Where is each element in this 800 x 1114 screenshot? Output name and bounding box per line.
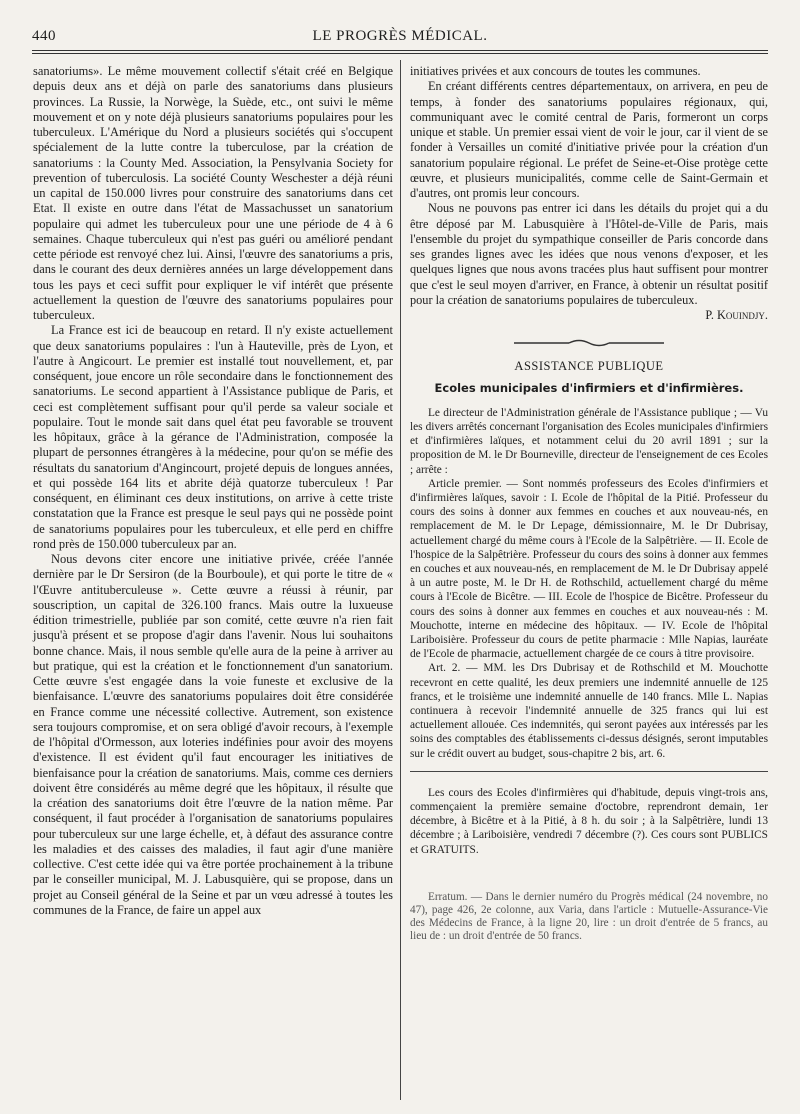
left-paragraph-1: sanatoriums». Le même mouvement collectif s'était créé en Belgique depuis deux ans et déjà on parle des sanatoriums dans plusieurs provinces. La Russie, la Norwège, la Suède, etc., ont suivi le même mouvement et on y note déjà plusieurs sanatoriums populaires pour les tuberculeux. L'Amérique du Nord a plusieurs sociétés qui s'occupent spécialement de la lutte contre la tuberculose, par la création de sanatoriums : la County Med. Association, la Pensylvania Society for prevention of tuberculosis. La société County Weschester a déjà réuni un capital de 150.000 livres pour construire des sanatoriums dans cet Etat. Il existe en outre dans l'état de Massachusset un sanatorium populaire qui admet les tuberculeux pour une une période de 4 à 6 semaines. Chaque tuberculeux qui n'est pas guéri ou amélioré pendant cette période est renvoyé chez lui. Ainsi, l'œuvre des sanatoriums a pris, dans le courant des deux dernières années un large développement dans tous les pays et ceci suffit pour expliquer le vif intérêt que présente actuellement la question de l'œuvre des sanatoriums populaires pour tuberculeux. [33,64,393,322]
erratum-text: Erratum. — Dans le dernier numéro du Progrès médical (24 novembre, no 47), page 426, 2e colonne, aux Varia, dans l'article : Mutuelle-Assurance-Vie des Médecins de France, à la ligne 20, lire : un droit d'entrée de 5 francs, au lieu de : un droit d'entrée de 50 francs. [410,890,768,943]
erratum [410,891,768,944]
page-header [32,28,768,46]
section-title: ASSISTANCE PUBLIQUE [514,359,664,374]
left-column [33,64,393,918]
notice-separator [410,771,768,772]
header-rule-bottom [32,53,768,54]
header-rule-top [32,50,768,51]
ornament-divider [410,337,768,349]
right-column [410,64,768,944]
right-paragraph-3: Nous ne pouvons pas entrer ici dans les détails du projet qui a du être déposé par M. Labusquière à l'Hôtel-de-Ville de Paris, mais l'ensemble du projet du sympathique conseiller de Paris concorde dans ses grandes lignes avec les idées que nous venons d'exposer, et les quelques lignes que nous avons tracées plus haut suffisent pour montrer que c'est le seul moyen d'arriver, en France, à obtenir un résultat positif pour la création de sanatoriums populaires de tuberculeux. [410,201,768,307]
article-premier: Article premier. — Sont nommés professeurs des Ecoles d'infirmiers et d'infirmières laïques, savoir : I. Ecole de l'hôpital de la Pitié. Professeur du cours des soins à donner aux femmes en couches et aux nouveau-nés, en remplacement de M. le Dr Lepage, démissionnaire, M. le Dr Dubrisay, actuellement chargé du même cours à l'Ecole de la Salpêtrière. — II. Ecole de l'hospice de la Salpêtrière. Professeur du cours des soins à donner aux femmes en couches et aux nouveau-nés, en remplacement de M. le Dr Dubrisay appelé à un autre poste, M. le Dr H. de Rothschild, actuellement chargé du même cours à l'Ecole de Bicêtre. — III. Ecole de l'hospice de Bicêtre. Professeur du cours des soins à donner aux femmes en couches et aux nouveau-nés : M. Mouchotte, interne en médecine des hôpitaux. — IV. Ecole de l'hôpital Lariboisière. Professeur du cours de petite pharmacie : Mlle Napias, lauréate de l'Ecole de pharmacie, actuellement chargée de ce cours à titre provisoire. [410,477,768,661]
page-number: 440 [32,28,56,44]
right-paragraph-1: initiatives privées et aux concours de toutes les communes. [410,64,701,78]
cours-notice: Les cours des Ecoles d'infirmières qui d'habitude, depuis vingt-trois ans, commençaient la première semaine d'octobre, reprendront demain, 1er décembre, à Bicêtre et à la Pitié, à 8 h. du soir ; à la Salpêtrière, lundi 13 décembre ; à Lariboisière, vendredi 7 décembre (?). Ces cours sont PUBLICS et GRATUITS. [410,786,768,856]
signature: P. Kouindjy. [705,308,768,322]
arrete-preamble: Le directeur de l'Administration générale de l'Assistance publique ; — Vu les divers arrêtés concernant l'organisation des Ecoles municipales d'infirmiers et d'infirmières laïques, et notamment celui du 20 avril 1891 ; sur la proposition de M. le Dr Bourneville, directeur de l'enseignement de ces Ecoles ; arrête : [410,406,768,476]
left-paragraph-3: Nous devons citer encore une initiative privée, créée l'année dernière par le Dr Sersiron (de la Bourboule), et qui porte le titre de « l'Œuvre antituberculeuse ». Cette œuvre a réussi à réunir, par souscription, un capital de 326.100 francs. Mais outre la luxueuse édition trimestrielle, publiée par son comité, cette œuvre n'a rien fait jusqu'à présent et se propose d'agir dans l'avenir. Nous lui souhaitons bonne chance. Mais, il nous semble qu'elle aura de la peine à arriver au but pratique, qui est la création et le fonctionnement d'un sanatorium. Cette œuvre s'est engagée dans la voie funeste et exclusive de la bienfaisance. L'œuvre des sanatoriums populaires doit être considérée en France comme une nécessité collective. Autrement, son existence sera toujours compromise, et on sera obligé d'avoir recours, à l'exemple de l'hôpital d'Ormesson, aux loteries indéfinies pour avoir des moyens d'existence. Il est évident qu'il faut encourager les initiatives de bienfaisance pour la création de sanatoriums. Mais, comme ces derniers doivent être considérés au même degré que les hôpitaux, il résulte que la création des sanatoriums doit être l'œuvre de la nation même. Par conséquent, il faut procéder à l'organisation de sanatoriums populaires pour tuberculeux sur une large échelle, et, à défaut des assurance contre les maladies et des caisses des maladies, il faut agir d'une manière collective. C'est cette idée qui va être portée prochainement à la tribune par le conseiller municipal, M. J. Labusquière, qui se propose, dans un projet au Conseil général de la Seine et par un vœu adressé à toutes les communes de la France, de faire un appel aux [33,552,393,917]
section-subtitle: Ecoles municipales d'infirmiers et d'infirmières. [434,380,744,395]
right-paragraph-2: En créant différents centres départementaux, on arrivera, en peu de temps, à fonder des sanatoriums populaires régionaux, qui, communiquant avec le comité central de Paris, formeront un corps unique et stable. Un premier essai vient de voir le jour, car il vient de se fonder à Versailles un comité d'initiative privée pour la création d'un sanatorium populaire régional. Le préfet de Seine-et-Oise protège cette œuvre, et plusieurs municipalités, comme celle de Saint-Germain et d'autres, ont promis leur concours. [410,79,768,200]
left-paragraph-2: La France est ici de beaucoup en retard. Il n'y existe actuellement que deux sanatoriums populaires : l'un à Hauteville, près de Lyon, et l'autre à Angicourt. Le premier est installé tout nouvellement, et, par conséquent, joue encore un rôle secondaire dans le fonctionnement des sanatoriums. Le second appartient à l'Assistance publique de Paris, et ceci est complètement suffisant pour qu'il perde sa valeur sociale et populaire. Tout le monde sait dans quel état peu favorable se trouvent les hôpitaux, grâce à la gérance de l'Administration, composée la plupart de personnes étrangères à la médecine, pour qu'on se méfie des résultats du sanatorium d'Angincourt, projeté depuis de longues années, et qui possède 164 lits et abrite déjà quatorze tuberculeux ! Par conséquent, en éliminant ces deux institutions, on arrive à cette triste constatation que la France est presque le seul pays qui ne possède point de sanatoriums populaires pour les tuberculeux, et elle perd en chiffre rond près de 150.000 tuberculeux par an. [33,323,393,551]
assistance-body [410,406,768,857]
ornament-icon [514,338,664,348]
article-2: Art. 2. — MM. les Drs Dubrisay et de Rothschild et M. Mouchotte recevront en cette qualité, les deux premiers une indemnité annuelle de 125 francs, et le troisième une indemnité annuelle de 140 francs. Mlle L. Napias continuera à recevoir l'indemnité annuelle de 325 francs qui lui est actuellement allouée. Ces indemnités, qui seront payées aux intéressés par les soins des comptables des établissements ci-dessus désignés, seront imputables sur le crédit ouvert au budget, sous-chapitre 2 bis, art. 6. [410,662,768,760]
journal-title: LE PROGRÈS MÉDICAL. [312,28,488,44]
column-divider [400,60,401,1100]
